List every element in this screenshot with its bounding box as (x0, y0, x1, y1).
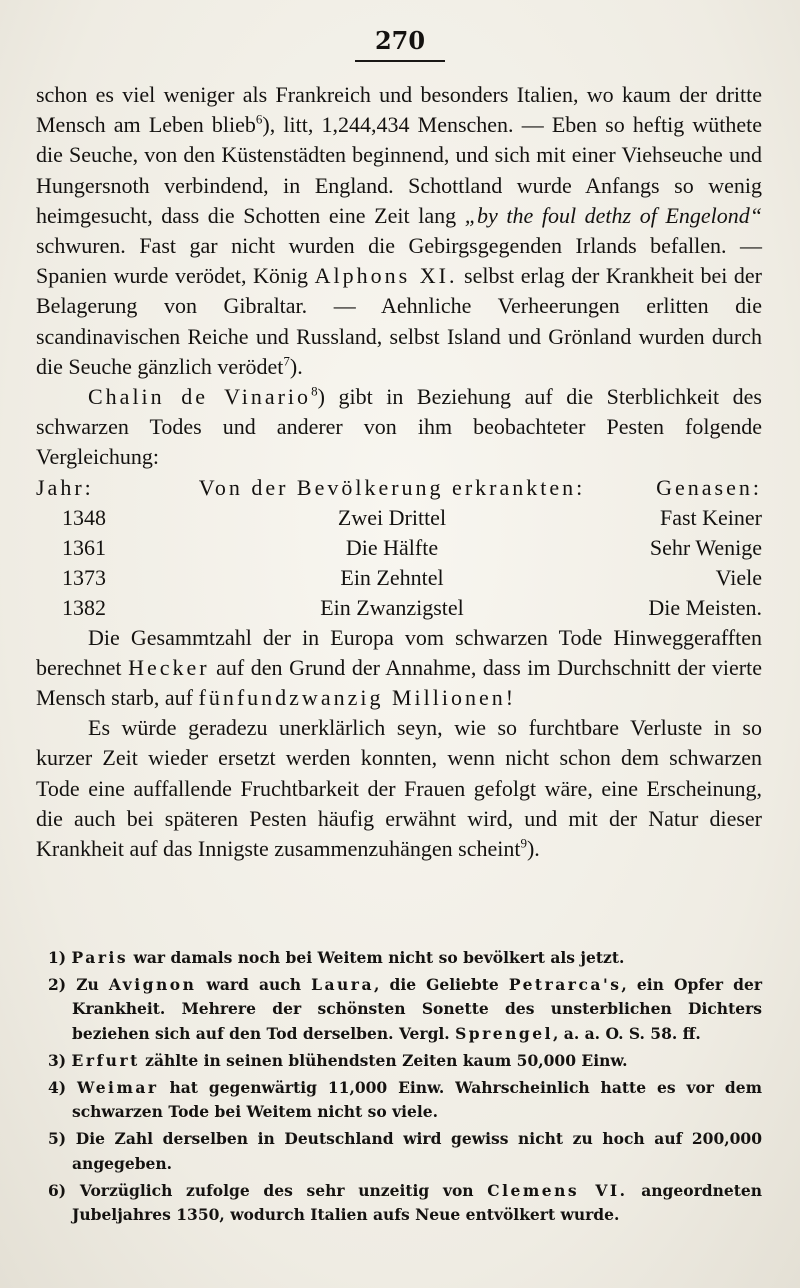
page-number-rule (355, 60, 445, 62)
paragraph-2: Chalin de Vinario$^8$) gibt in Beziehung auf die Sterblichkeit des schwarzen Todes und anderer von ihm beobachteter Pesten folgende Vergleichung: (36, 383, 762, 470)
body-text (36, 80, 762, 864)
header-year: Jahr: (36, 474, 94, 500)
paragraph-4: Es würde geradezu unerklärlich seyn, wie so furchtbare Verluste in so kurzer Zeit wieder ersetzt werden konnten, wenn nicht schon dem schwarzen Tode eine auffallende Fruchtbarkeit der Frauen gefolgt wäre, eine Erscheinung, die auch bei späteren Pesten häufig erwähnt wird, und mit der Natur dieser Krankheit auf das Innigste zusammenzuhängen scheint$^9$). (36, 715, 762, 862)
footnote-4: 4) Weimar hat gegenwärtig 11,000 Einw. Wahrscheinlich hatte es vor dem schwarzen Tode bei Weitem nicht so viele. (48, 1078, 762, 1122)
footnote-3: 3) Erfurt zählte in seinen blühendsten Zeiten kaum 50,000 Einw. (48, 1050, 628, 1070)
header-recovered: Genasen: (656, 474, 762, 500)
quote-oath: „by the foul dethz of Engelond“ (464, 202, 763, 228)
footnote-ref-7: 7 (283, 353, 290, 369)
footnote-ref-9: 9 (520, 835, 527, 851)
footnote-1: 1) Paris war damals noch bei Weitem nicht so bevölkert als jetzt. (48, 948, 625, 967)
footnote-ref-6: 6 (255, 111, 263, 127)
footnote-5: 5) Die Zahl derselben in Deutschland wird gewiss nicht zu hoch auf 200,000 angegeben. (48, 1129, 762, 1173)
header-sick: Von der Bevölkerung erkrankten: (198, 474, 586, 500)
table-header-row (36, 473, 762, 503)
paragraph-1: schon es viel weniger als Frankreich und besonders Italien, wo kaum der dritte Mensch am Leben blieb$^6$), litt, 1,244,434 Menschen. — Eben so heftig wüthete die Seuche, von den Küstenstädten beginnend, und sich mit einer Viehseuche und Hungersnoth verbindend, in England. Schottland wurde Anfangs so wenig heimgesucht, dass die Schotten eine Zeit lang „by the foul dethz of Engelond“ schwuren. Fast gar nicht wurden die Gebirgsgegenden Irlands befallen. — Spanien wurde verödet, König Alphons XI. selbst erlag der Krankheit bei der Belagerung von Gibraltar. — Aehnliche Verheerungen erlitten die scandinavischen Reiche und Russland, selbst Island und Grönland wurden durch die Seuche gänzlich verödet$^7$). (36, 82, 763, 379)
mortality-table (36, 473, 762, 623)
footnote-ref-8: 8 (311, 383, 318, 399)
footnote-6: 6) Vorzüglich zufolge des sehr unzeitig von Clemens VI. angeordneten Jubeljahres 1350, wodurch Italien aufs Neue entvölkert wurde. (48, 1180, 762, 1225)
table-row: 1348 Zwei Drittel Fast Keiner (62, 504, 762, 530)
paragraph-3: Die Gesammtzahl der in Europa vom schwarzen Tode Hinweggerafften berechnet Hecker auf den Grund der Annahme, dass im Durchschnitt der vierte Mensch starb, auf fünfundzwanzig Millionen! (36, 624, 763, 711)
table-row: 1373 Ein Zehntel Viele (62, 564, 762, 590)
footnotes (48, 946, 762, 1230)
footnote-2: 2) Zu Avignon ward auch Laura, die Geliebte Petrarca's, ein Opfer der Krankheit. Mehrere der schönsten Sonette des unsterblichen Dichters beziehen sich auf den Tod derselben. Vergl. Sprengel, a. a. O. S. 58. ff. (48, 975, 762, 1043)
name-hecker: Hecker (128, 654, 210, 680)
table-row: 1361 Die Hälfte Sehr Wenige (62, 534, 762, 560)
name-chalin: Chalin de Vinario (88, 384, 312, 410)
death-toll: fünfundzwanzig Millionen (198, 685, 506, 711)
page-number: 270 (374, 26, 426, 55)
name-alphons: Alphons XI. (314, 263, 458, 289)
table-row: 1382 Ein Zwanzigstel Die Meisten. (62, 594, 762, 620)
